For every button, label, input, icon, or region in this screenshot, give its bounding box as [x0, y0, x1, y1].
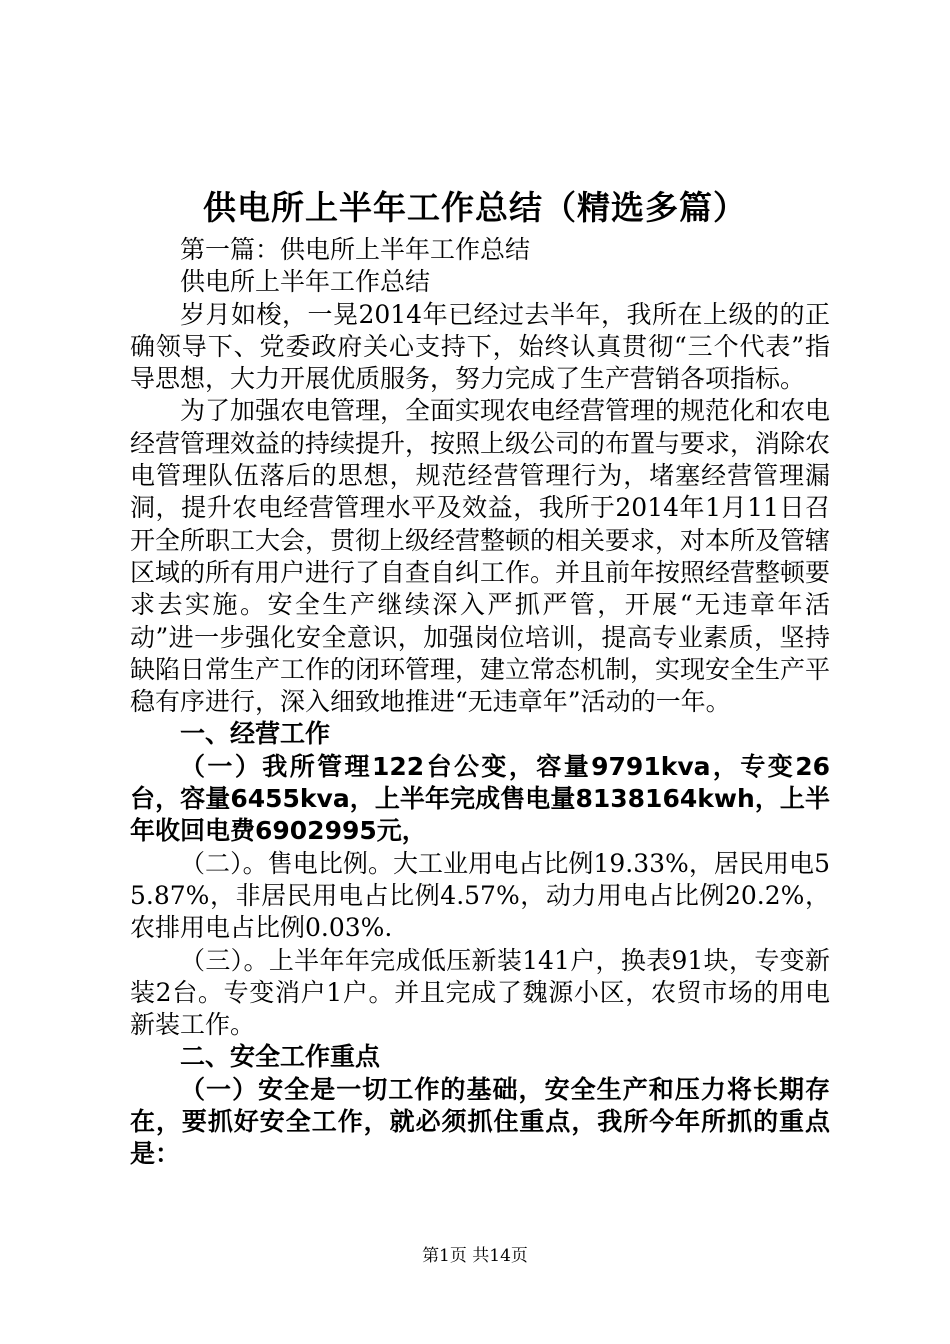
heading-operations: 一、经营工作	[180, 719, 331, 749]
paragraph-operations-3: （三）。上半年年完成低压新装141户，换表91块，专变新装2台。专变消户1户。并且完成了魏源小区，农贸市场的用电新装工作。	[130, 945, 830, 1040]
paragraph-management: 为了加强农电管理，全面实现农电经营管理的规范化和农电经营管理效益的持续提升，按照上级公司的布置与要求，消除农电管理队伍落后的思想，规范经营管理行为，堵塞经营管理漏洞，提升农电经营管理水平及效益，我所于2014年1月11日召开全所职工大会，贯彻上级经营整顿的相关要求，对本所及管辖区域的所有用户进行了自查自纠工作。并且前年按照经营整顿要求去实施。安全生产继续深入严抓严管，开展“无违章年活动”进一步强化安全意识，加强岗位培训，提高专业素质，坚持缺陷日常生产工作的闭环管理，建立常态机制，实现安全生产平稳有序进行，深入细致地推进“无违章年”活动的一年。	[130, 396, 831, 717]
heading-safety: 二、安全工作重点	[180, 1042, 381, 1072]
page-footer: 第1页 共14页	[422, 1246, 528, 1266]
section-title-first: 第一篇：供电所上半年工作总结	[180, 235, 531, 264]
paragraph-operations-2: （二）。售电比例。大工业用电占比例19.33%，居民用电55.87%，非居民用电占比例4.57%，动力用电占比例20.2%，农排用电占比例0.03%.	[130, 848, 830, 943]
paragraph-safety-1: （一）安全是一切工作的基础，安全生产和压力将长期存在，要抓好安全工作，就必须抓住重点，我所今年所抓的重点是：	[130, 1074, 830, 1169]
document-body	[130, 234, 830, 1171]
paragraph-operations-1: （一）我所管理122台公变，容量9791kva，专变26台，容量6455kva，上半年完成售电量8138164kwh，上半年收回电费6902995元，	[130, 751, 830, 846]
document-title: 供电所上半年工作总结（精选多篇）	[203, 188, 747, 227]
subtitle: 供电所上半年工作总结	[180, 267, 431, 297]
paragraph-intro: 岁月如梭，一晃2014年已经过去半年，我所在上级的的正确领导下、党委政府关心支持下，始终认真贯彻“三个代表”指导思想，大力开展优质服务，努力完成了生产营销各项指标。	[130, 299, 830, 394]
